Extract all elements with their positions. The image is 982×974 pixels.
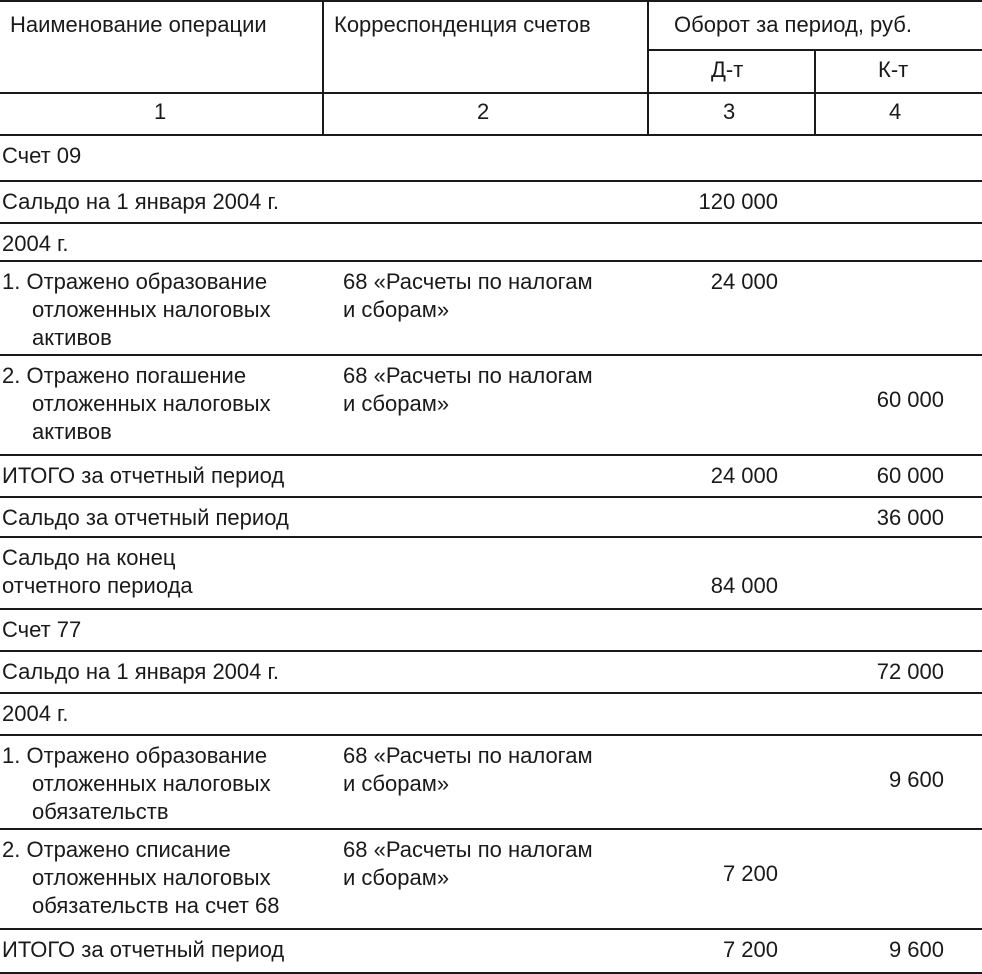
correspondence: [343, 362, 593, 418]
debit-amount: 24 000: [710, 269, 778, 294]
col-header-turnover: Оборот за период, руб.: [674, 12, 912, 37]
debit-amount: 7 200: [722, 861, 778, 886]
operation-name-line: Сальдо на 1 января 2004 г.: [2, 659, 279, 684]
operation-name: [2, 742, 271, 826]
correspondence-line: и сборам»: [343, 865, 450, 890]
table-row: [0, 262, 982, 356]
operation-name: [2, 142, 81, 170]
table-row: [0, 610, 982, 652]
operation-name: [2, 616, 81, 644]
correspondence-line: 68 «Расчеты по налогам: [343, 743, 593, 768]
correspondence-line: и сборам»: [343, 391, 450, 416]
operation-name-line: 2. Отражено погашение: [2, 363, 247, 388]
correspondence-line: и сборам»: [343, 297, 450, 322]
header-top-rule: [0, 0, 982, 2]
table-row: [0, 652, 982, 694]
operation-name-line: Сальдо на 1 января 2004 г.: [2, 189, 279, 214]
correspondence-line: 68 «Расчеты по налогам: [343, 269, 593, 294]
header-vrule-3: [814, 49, 816, 136]
operation-name-line: активов: [32, 325, 112, 350]
operation-name-line: Сальдо за отчетный период: [2, 505, 289, 530]
correspondence-line: и сборам»: [343, 771, 450, 796]
debit-amount: 120 000: [698, 189, 778, 214]
header-vrule-2: [647, 0, 649, 136]
correspondence-line: 68 «Расчеты по налогам: [343, 837, 593, 862]
credit-amount: 60 000: [876, 463, 944, 488]
operation-name-line: ИТОГО за отчетный период: [2, 463, 285, 488]
correspondence-line: 68 «Расчеты по налогам: [343, 363, 593, 388]
operation-name-line: обязательств: [32, 799, 169, 824]
table-row: [0, 736, 982, 830]
operation-name: [2, 230, 69, 258]
operation-name: [2, 700, 69, 728]
table-row: [0, 930, 982, 974]
operation-name: [2, 504, 289, 532]
debit-amount: 84 000: [710, 573, 778, 598]
operation-name-line: отложенных налоговых: [32, 391, 271, 416]
operation-name-line: 2004 г.: [2, 701, 69, 726]
col-number-2: 2: [477, 99, 490, 124]
operation-name-line: отложенных налоговых: [32, 865, 271, 890]
credit-amount: 60 000: [876, 387, 944, 412]
operation-name: [2, 362, 271, 446]
table-row: [0, 456, 982, 498]
table-row: [0, 830, 982, 930]
col-number-1: 1: [154, 99, 167, 124]
credit-amount: 72 000: [876, 659, 944, 684]
correspondence: [343, 268, 593, 324]
col-header-operation: Наименование операции: [10, 12, 267, 37]
operation-name-line: Счет 09: [2, 143, 82, 168]
credit-amount: 9 600: [888, 937, 944, 962]
operation-name: [2, 188, 279, 216]
operation-name: [2, 462, 284, 490]
table-row: [0, 136, 982, 182]
operation-name-line: отложенных налоговых: [32, 771, 271, 796]
col-header-credit: К-т: [878, 57, 909, 82]
col-header-debit: Д-т: [711, 57, 744, 82]
operation-name-line: отложенных налоговых: [32, 297, 271, 322]
operation-name: [2, 268, 271, 352]
header-mid-rule: [0, 92, 982, 94]
table-row: [0, 694, 982, 736]
table-row: [0, 182, 982, 224]
col-number-3: 3: [723, 99, 736, 124]
table-row: [0, 498, 982, 538]
correspondence: [343, 742, 593, 798]
operation-name-line: 1. Отражено образование: [2, 269, 268, 294]
operation-name-line: 1. Отражено образование: [2, 743, 268, 768]
operation-name: [2, 836, 280, 920]
operation-name-line: 2. Отражено списание: [2, 837, 231, 862]
operation-name-line: отчетного периода: [2, 573, 193, 598]
operation-name-line: 2004 г.: [2, 231, 69, 256]
credit-amount: 36 000: [876, 505, 944, 530]
credit-amount: 9 600: [888, 767, 944, 792]
table-row: [0, 224, 982, 262]
header-vrule-1: [322, 0, 324, 136]
operation-name: [2, 658, 279, 686]
operation-name: [2, 544, 193, 600]
operation-name-line: Сальдо на конец: [2, 545, 176, 570]
col-header-correspondence: Корреспонденция счетов: [334, 12, 591, 37]
col-number-4: 4: [889, 99, 902, 124]
correspondence: [343, 836, 593, 892]
operation-name-line: Счет 77: [2, 617, 82, 642]
operation-name-line: ИТОГО за отчетный период: [2, 937, 285, 962]
operation-name-line: активов: [32, 419, 112, 444]
debit-amount: 24 000: [710, 463, 778, 488]
table-row: [0, 356, 982, 456]
table-header: [0, 0, 982, 136]
debit-amount: 7 200: [722, 937, 778, 962]
table-row: [0, 538, 982, 610]
operation-name-line: обязательств на счет 68: [32, 893, 280, 918]
operation-name: [2, 936, 284, 964]
